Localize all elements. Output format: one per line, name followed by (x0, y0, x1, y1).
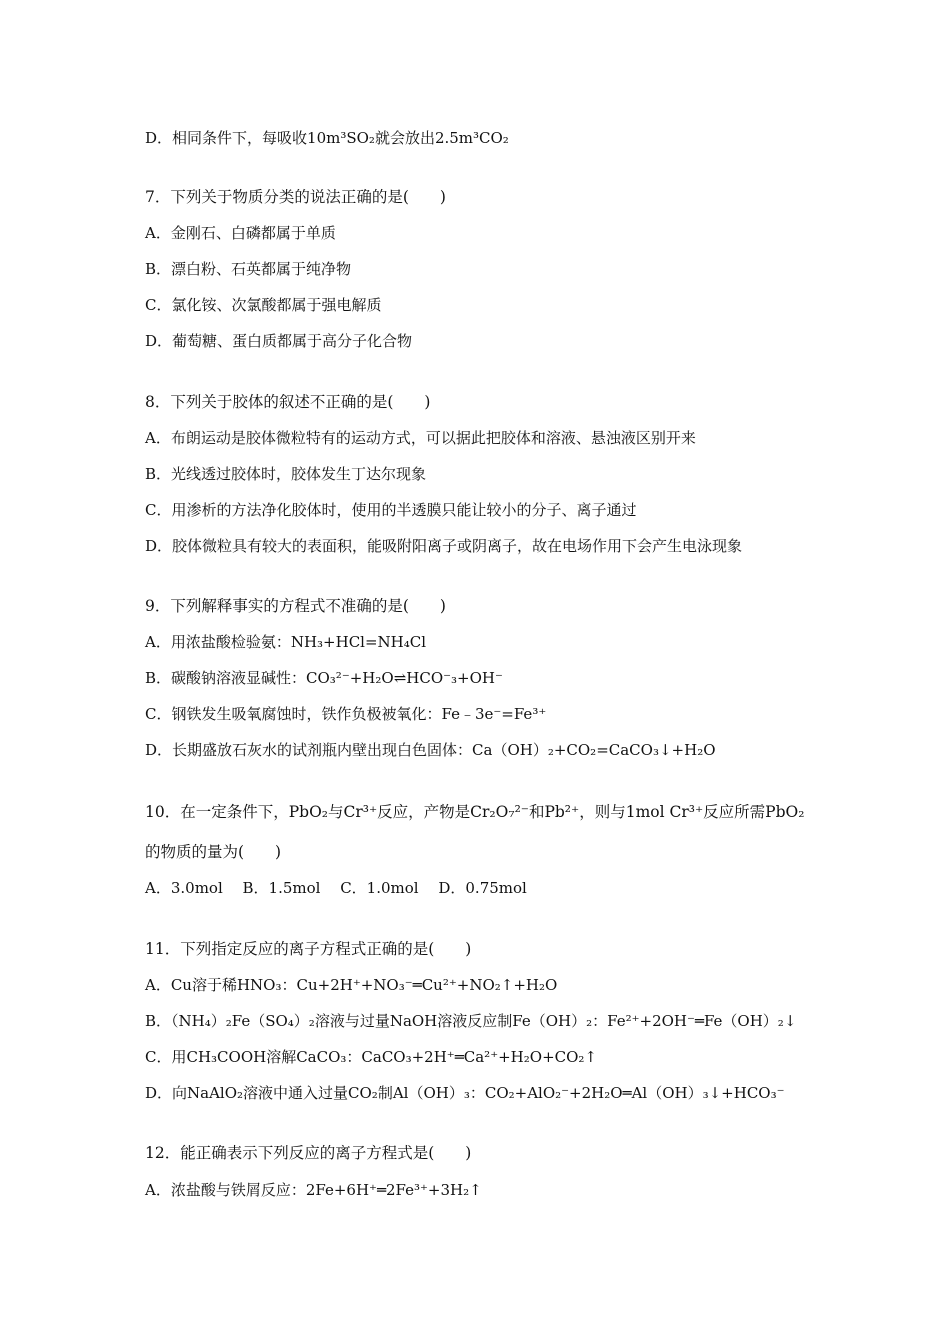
q9-option-a: A．用浓盐酸检验氨：NH₃+HCl=NH₄Cl (145, 633, 427, 651)
q9-option-c: C．钢铁发生吸氧腐蚀时，铁作负极被氧化：Fe﹣3e⁻=Fe³⁺ (145, 705, 547, 723)
q11-option-b: B．（NH₄）₂Fe（SO₄）₂溶液与过量NaOH溶液反应制Fe（OH）₂：Fe²⁺+2OH⁻═Fe（OH）₂↓ (145, 1012, 797, 1030)
q8-option-a: A．布朗运动是胶体微粒特有的运动方式，可以据此把胶体和溶液、悬浊液区别开来 (145, 429, 696, 447)
q6-option-d: D．相同条件下，每吸收10m³SO₂就会放出2.5m³CO₂ (145, 129, 509, 147)
q11-stem: 11．下列指定反应的离子方程式正确的是( ) (145, 940, 472, 958)
q8-option-d: D．胶体微粒具有较大的表面积，能吸附阳离子或阴离子，故在电场作用下会产生电泳现象 (145, 537, 743, 555)
q7-option-b: B．漂白粉、石英都属于纯净物 (145, 260, 352, 278)
q7-option-a: A．金刚石、白磷都属于单质 (145, 224, 336, 242)
q9-option-b: B．碳酸钠溶液显碱性：CO₃²⁻+H₂O⇌HCO⁻₃+OH⁻ (145, 669, 503, 687)
q9-stem: 9．下列解释事实的方程式不准确的是( ) (145, 597, 446, 615)
q8-stem: 8．下列关于胶体的叙述不正确的是( ) (145, 393, 431, 411)
q8-option-c: C．用渗析的方法净化胶体时，使用的半透膜只能让较小的分子、离子通过 (145, 501, 637, 519)
q7-option-c: C．氯化铵、次氯酸都属于强电解质 (145, 296, 382, 314)
q10-stem-line1: 10．在一定条件下，PbO₂与Cr³⁺反应，产物是Cr₂O₇²⁻和Pb²⁺，则与1mol Cr³⁺反应所需PbO₂ (145, 803, 805, 821)
q11-option-a: A．Cu溶于稀HNO₃：Cu+2H⁺+NO₃⁻═Cu²⁺+NO₂↑+H₂O (145, 976, 558, 994)
q9-option-d: D．长期盛放石灰水的试剂瓶内壁出现白色固体：Ca（OH）₂+CO₂=CaCO₃↓+H₂O (145, 741, 716, 759)
q11-option-c: C．用CH₃COOH溶解CaCO₃：CaCO₃+2H⁺═Ca²⁺+H₂O+CO₂↑ (145, 1048, 597, 1066)
q12-option-a: A．浓盐酸与铁屑反应：2Fe+6H⁺═2Fe³⁺+3H₂↑ (145, 1181, 482, 1199)
q7-option-d: D．葡萄糖、蛋白质都属于高分子化合物 (145, 332, 413, 350)
q11-option-d: D．向NaAlO₂溶液中通入过量CO₂制Al（OH）₃：CO₂+AlO₂⁻+2H₂O═Al（OH）₃↓+HCO₃⁻ (145, 1084, 785, 1102)
q7-stem: 7．下列关于物质分类的说法正确的是( ) (145, 188, 446, 206)
q12-stem: 12．能正确表示下列反应的离子方程式是( ) (145, 1144, 472, 1162)
q8-option-b: B．光线透过胶体时，胶体发生丁达尔现象 (145, 465, 427, 483)
q10-options: A．3.0mol B．1.5mol C．1.0mol D．0.75mol (145, 879, 527, 897)
q10-stem-line2: 的物质的量为( ) (145, 843, 282, 861)
